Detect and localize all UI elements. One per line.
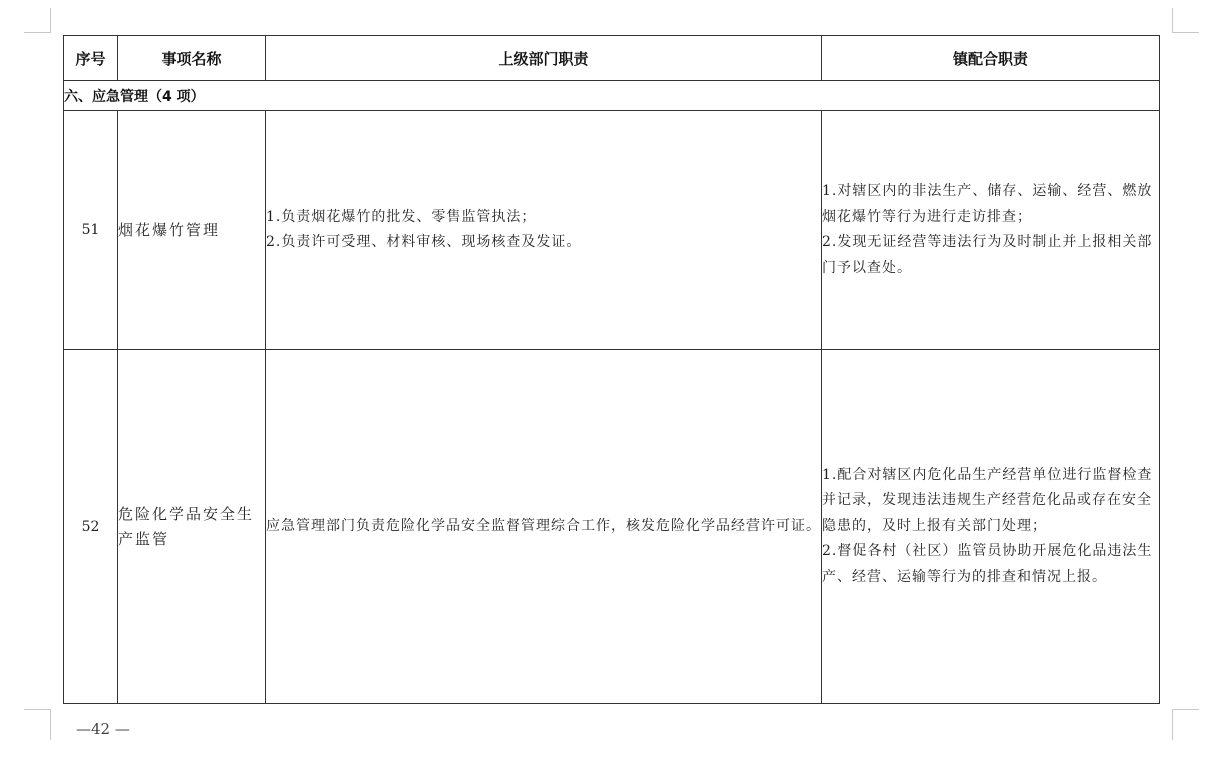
upper-duty-line: 2.负责许可受理、材料审核、现场核查及发证。 (266, 234, 582, 250)
row-upper-duty (266, 350, 822, 704)
town-duty-line: 1.配合对辖区内危化品生产经营单位进行监督检查并记录，发现违法违规生产经营危化品或存在安全隐患的，及时上报有关部门处理； (822, 466, 1153, 534)
header-number: 序号 (64, 36, 118, 81)
row-item-name: 烟花爆竹管理 (118, 111, 266, 350)
town-duty-line: 2.发现无证经营等违法行为及时制止并上报相关部门予以查处。 (822, 234, 1153, 276)
table-row (64, 350, 1160, 704)
row-upper-duty (266, 111, 822, 350)
header-item-name: 事项名称 (118, 36, 266, 81)
header-town-duty: 镇配合职责 (822, 36, 1160, 81)
upper-duty-line: 应急管理部门负责危险化学品安全监督管理综合工作，核发危险化学品经营许可证。 (266, 517, 821, 534)
row-town-duty (822, 111, 1160, 350)
row-number: 52 (64, 350, 118, 704)
town-duty-line: 2.督促各村（社区）监管员协助开展危化品违法生产、经营、运输等行为的排查和情况上报。 (822, 543, 1153, 585)
table-row (64, 111, 1160, 350)
page-number: —42 — (76, 720, 130, 738)
section-row (64, 81, 1160, 111)
town-duty-line: 1.对辖区内的非法生产、储存、运输、经营、燃放烟花爆竹等行为进行走访排查； (822, 183, 1153, 225)
section-title: 六、应急管理（4 项） (64, 81, 1160, 111)
header-row (64, 36, 1160, 81)
row-item-name: 危险化学品安全生产监管 (118, 350, 266, 704)
upper-duty-line: 1.负责烟花爆竹的批发、零售监管执法； (266, 208, 537, 225)
crop-mark-bottom-right (1172, 709, 1199, 740)
crop-mark-top-right (1172, 8, 1199, 33)
crop-mark-top-left (24, 8, 51, 33)
duty-table (63, 35, 1160, 704)
row-number: 51 (64, 111, 118, 350)
crop-mark-bottom-left (24, 709, 51, 740)
row-town-duty (822, 350, 1160, 704)
header-upper-duty: 上级部门职责 (266, 36, 822, 81)
